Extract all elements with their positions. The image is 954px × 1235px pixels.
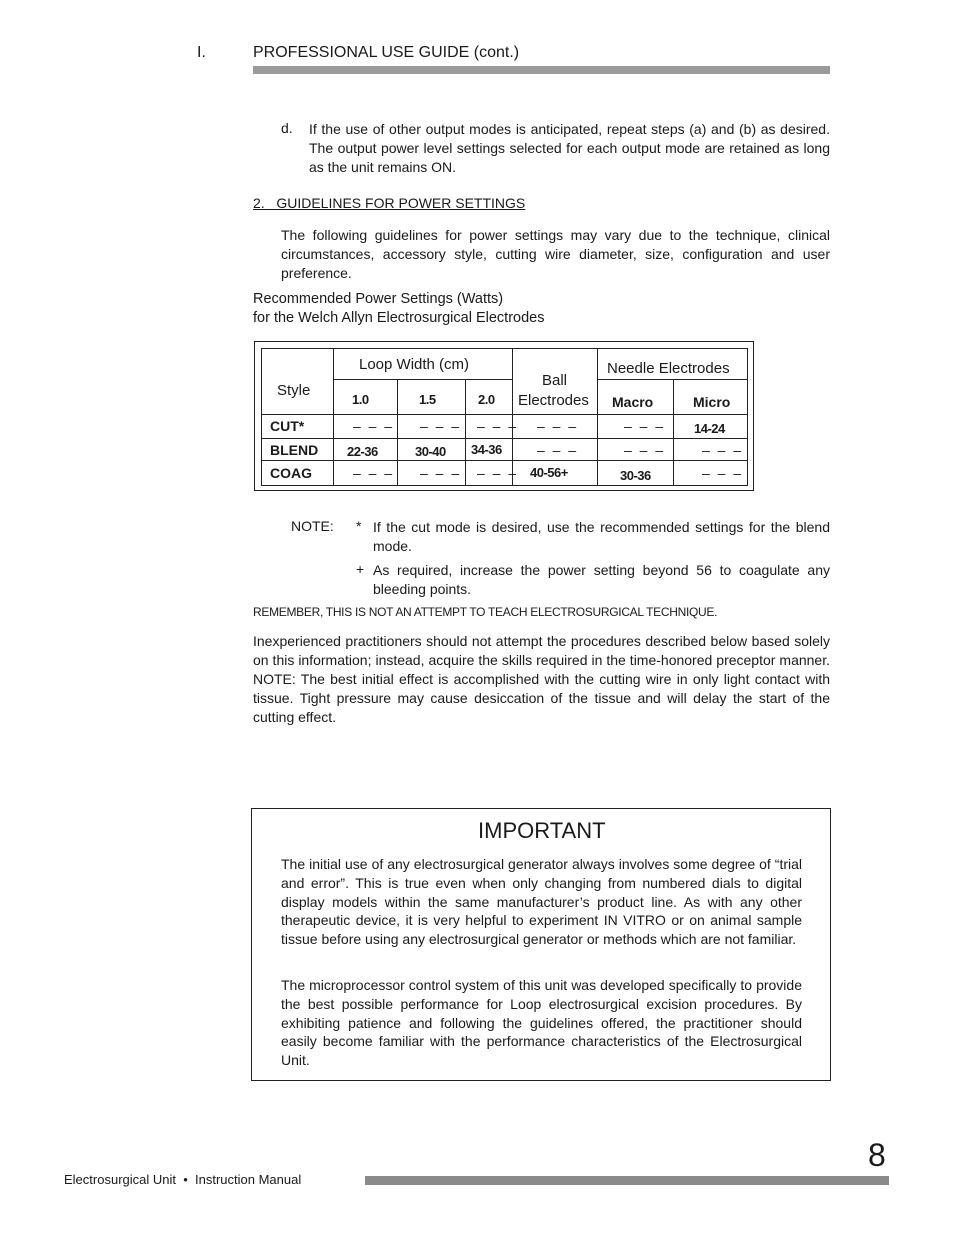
- cell-blend-loop-1-0: 22-36: [347, 444, 378, 459]
- step-letter: d.: [281, 120, 293, 136]
- note-plus-text: As required, increase the power setting beyond 56 to coagulate any bleeding points.: [373, 562, 830, 597]
- footer-text: Electrosurgical Unit • Instruction Manual: [64, 1172, 302, 1187]
- header-loop-width: Loop Width (cm): [359, 356, 470, 373]
- header-micro: Micro: [693, 394, 731, 410]
- header-needle: Needle Electrodes: [607, 360, 730, 377]
- cell-cut-macro: – – –: [624, 418, 666, 434]
- header-macro: Macro: [612, 394, 654, 410]
- row-style-blend: BLEND: [270, 442, 319, 458]
- section-number: I.: [197, 44, 206, 61]
- header-rule: [253, 66, 830, 74]
- cell-cut-loop-1-0: – – –: [353, 418, 395, 434]
- cell-coag-loop-1-0: – – –: [353, 465, 395, 481]
- guidelines-heading: 2. GUIDELINES FOR POWER SETTINGS: [253, 195, 526, 211]
- remember-statement: REMEMBER, THIS IS NOT AN ATTEMPT TO TEACH ELECTROSURGICAL TECHNIQUE.: [253, 605, 718, 619]
- section-title: PROFESSIONAL USE GUIDE (cont.): [253, 44, 520, 61]
- cell-coag-loop-1-5: – – –: [420, 465, 462, 481]
- caution-paragraph: Inexperienced practitioners should not attempt the procedures described below based solely on this information; instead, acquire the skills required in the time-honored preceptor manner. NOTE: The best initial effect is accomplished with the cutting wire in only light contact with tissue. Tight pressure may cause desiccation of the tissue and will delay the start of the cutting effect.: [253, 633, 830, 725]
- note-label: NOTE:: [291, 518, 334, 534]
- header-style: Style: [277, 382, 311, 399]
- cell-blend-macro: – – –: [624, 442, 666, 458]
- cell-coag-micro: – – –: [702, 465, 744, 481]
- note-star-symbol: *: [356, 518, 362, 534]
- cell-blend-loop-2-0: 34-36: [471, 442, 502, 457]
- cell-cut-ball: – – –: [537, 418, 579, 434]
- row-style-coag: COAG: [270, 465, 312, 481]
- cell-blend-loop-1-5: 30-40: [415, 444, 446, 459]
- important-paragraph-2: The microprocessor control system of this unit was developed specifically to provide the best possible performance for Loop electrosurgical excision procedures. By exhibiting patience and following the guidelines offered, the practitioner should easily become familiar with the performance characteristics of the Electrosurgical Unit.: [281, 977, 802, 1069]
- note-star-text: If the cut mode is desired, use the recommended settings for the blend mode.: [373, 519, 830, 554]
- important-title: IMPORTANT: [478, 818, 606, 843]
- header-loop-1-5: 1.5: [419, 392, 436, 407]
- important-paragraph-1: The initial use of any electrosurgical generator always involves some degree of “trial and error”. This is true even when only changing from numbered dials to digital display models within the same manufacturer’s product line. As with any other therapeutic device, it is very helpful to experiment IN VITRO or on animal sample tissue before using any electrosurgical generator or methods which are not familiar.: [281, 856, 802, 948]
- cell-coag-macro: 30-36: [620, 468, 651, 483]
- header-ball-line2: Electrodes: [518, 392, 589, 409]
- power-settings-table: [261, 348, 748, 486]
- table-caption-line2: for the Welch Allyn Electrosurgical Electrodes: [253, 310, 545, 326]
- step-d-text: If the use of other output modes is anticipated, repeat steps (a) and (b) as desired. The output power level settings selected for each output mode are retained as long as the unit remains ON.: [309, 121, 830, 175]
- note-plus-symbol: +: [356, 561, 365, 577]
- cell-cut-loop-1-5: – – –: [420, 418, 462, 434]
- footer-rule: [365, 1176, 889, 1185]
- header-loop-2-0: 2.0: [478, 392, 495, 407]
- guidelines-intro: The following guidelines for power settings may vary due to the technique, clinical circumstances, accessory style, cutting wire diameter, size, configuration and user preference.: [281, 227, 830, 281]
- cell-coag-loop-2-0: – – –: [477, 465, 519, 481]
- header-ball-line1: Ball: [542, 372, 568, 389]
- cell-blend-micro: – – –: [702, 442, 744, 458]
- page-number: 8: [868, 1137, 886, 1173]
- row-style-cut: CUT*: [270, 418, 305, 434]
- cell-blend-ball: – – –: [537, 442, 579, 458]
- header-loop-1-0: 1.0: [352, 392, 369, 407]
- table-caption-line1: Recommended Power Settings (Watts): [253, 291, 504, 307]
- cell-cut-loop-2-0: – – –: [477, 418, 519, 434]
- cell-cut-micro: 14-24: [694, 421, 725, 436]
- cell-coag-ball: 40-56+: [530, 465, 568, 480]
